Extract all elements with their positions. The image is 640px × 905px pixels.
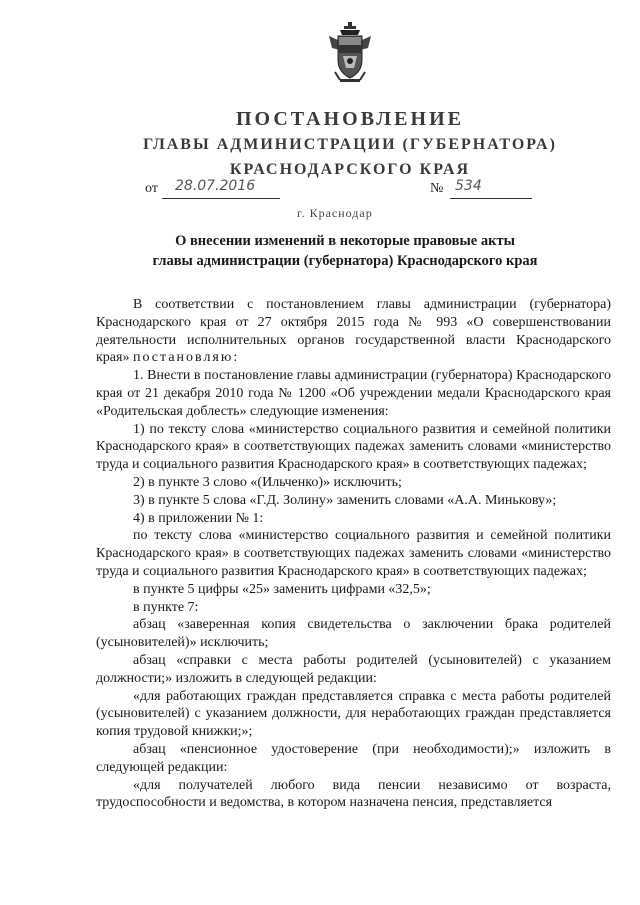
document-type-heading: ПОСТАНОВЛЕНИЕ: [236, 108, 464, 130]
body-paragraph: по тексту слова «министерство социального развития и семейной политики Краснодарского края» в соответствующих падежах заменить словами «министерство труда и социального развития Краснодарского края» в соответствующих падежах;: [96, 528, 611, 579]
body-paragraph: 1) по тексту слова «министерство социального развития и семейной политики Краснодарского края» в соответствующих падежах заменить словами «министерство труда и социального развития Краснодарского края» в соответствующих падежах;: [96, 421, 611, 473]
body-paragraph: «для работающих граждан представляется справка с места работы родителей (усыновителей) с указанием должности, для неработающих граждан представляется копия трудовой книжки;»;: [96, 688, 611, 740]
body-paragraph: 2) в пункте 3 слово «(Ильченко)» исключить;: [133, 474, 402, 490]
body-paragraph: «для получателей любого вида пенсии независимо от возраста, трудоспособности и ведомства, в котором назначена пенсия, представляется: [96, 777, 611, 811]
document-title-line1: О внесении изменений в некоторые правовые акты: [175, 233, 515, 249]
body-paragraph: абзац «заверенная копия свидетельства о заключении брака родителей (усыновителей)» исключить;: [96, 617, 611, 651]
body-paragraph: в пункте 7:: [133, 599, 199, 615]
resolution-word: постановляю:: [132, 350, 240, 366]
date-underline: [162, 198, 280, 199]
number-underline: [450, 198, 532, 199]
number-value: 534: [455, 178, 482, 194]
body-paragraph-text: В соответствии с постановлением главы администрации (губернатора) Краснодарского края от 27 октября 2015 года № 993 «О совершенствовании деятельности исполнительных органов государственной власти Краснодарского края»: [96, 297, 611, 366]
body-paragraph: 4) в приложении № 1:: [133, 510, 264, 526]
date-label: от: [145, 181, 158, 196]
body-paragraph: [96, 296, 611, 367]
authority-heading-line2: КРАСНОДАРСКОГО КРАЯ: [229, 161, 471, 178]
number-label: №: [430, 181, 444, 196]
body-paragraph: 3) в пункте 5 слова «Г.Д. Золину» заменить словами «А.А. Минькову»;: [133, 492, 557, 508]
document-body: [96, 296, 611, 812]
city-label: г. Краснодар: [297, 206, 373, 220]
body-paragraph: абзац «справки с места работы родителей (усыновителей) с указанием должности;» изложить в следующей редакции:: [96, 652, 611, 686]
document-title-line2: главы администрации (губернатора) Краснодарского края: [152, 253, 538, 269]
body-paragraph: абзац «пенсионное удостоверение (при необходимости);» изложить в следующей редакции:: [96, 741, 611, 775]
authority-heading-line1: ГЛАВЫ АДМИНИСТРАЦИИ (ГУБЕРНАТОРА): [143, 136, 557, 153]
coat-of-arms-emblem-icon: [326, 20, 374, 84]
date-value: 28.07.2016: [175, 178, 256, 194]
body-paragraph: 1. Внести в постановление главы администрации (губернатора) Краснодарского края от 21 декабря 2010 года № 1200 «Об учреждении медали Краснодарского края «Родительская доблесть» следующие изменения:: [96, 368, 611, 419]
body-paragraph: в пункте 5 цифры «25» заменить цифрами «32,5»;: [133, 581, 431, 597]
